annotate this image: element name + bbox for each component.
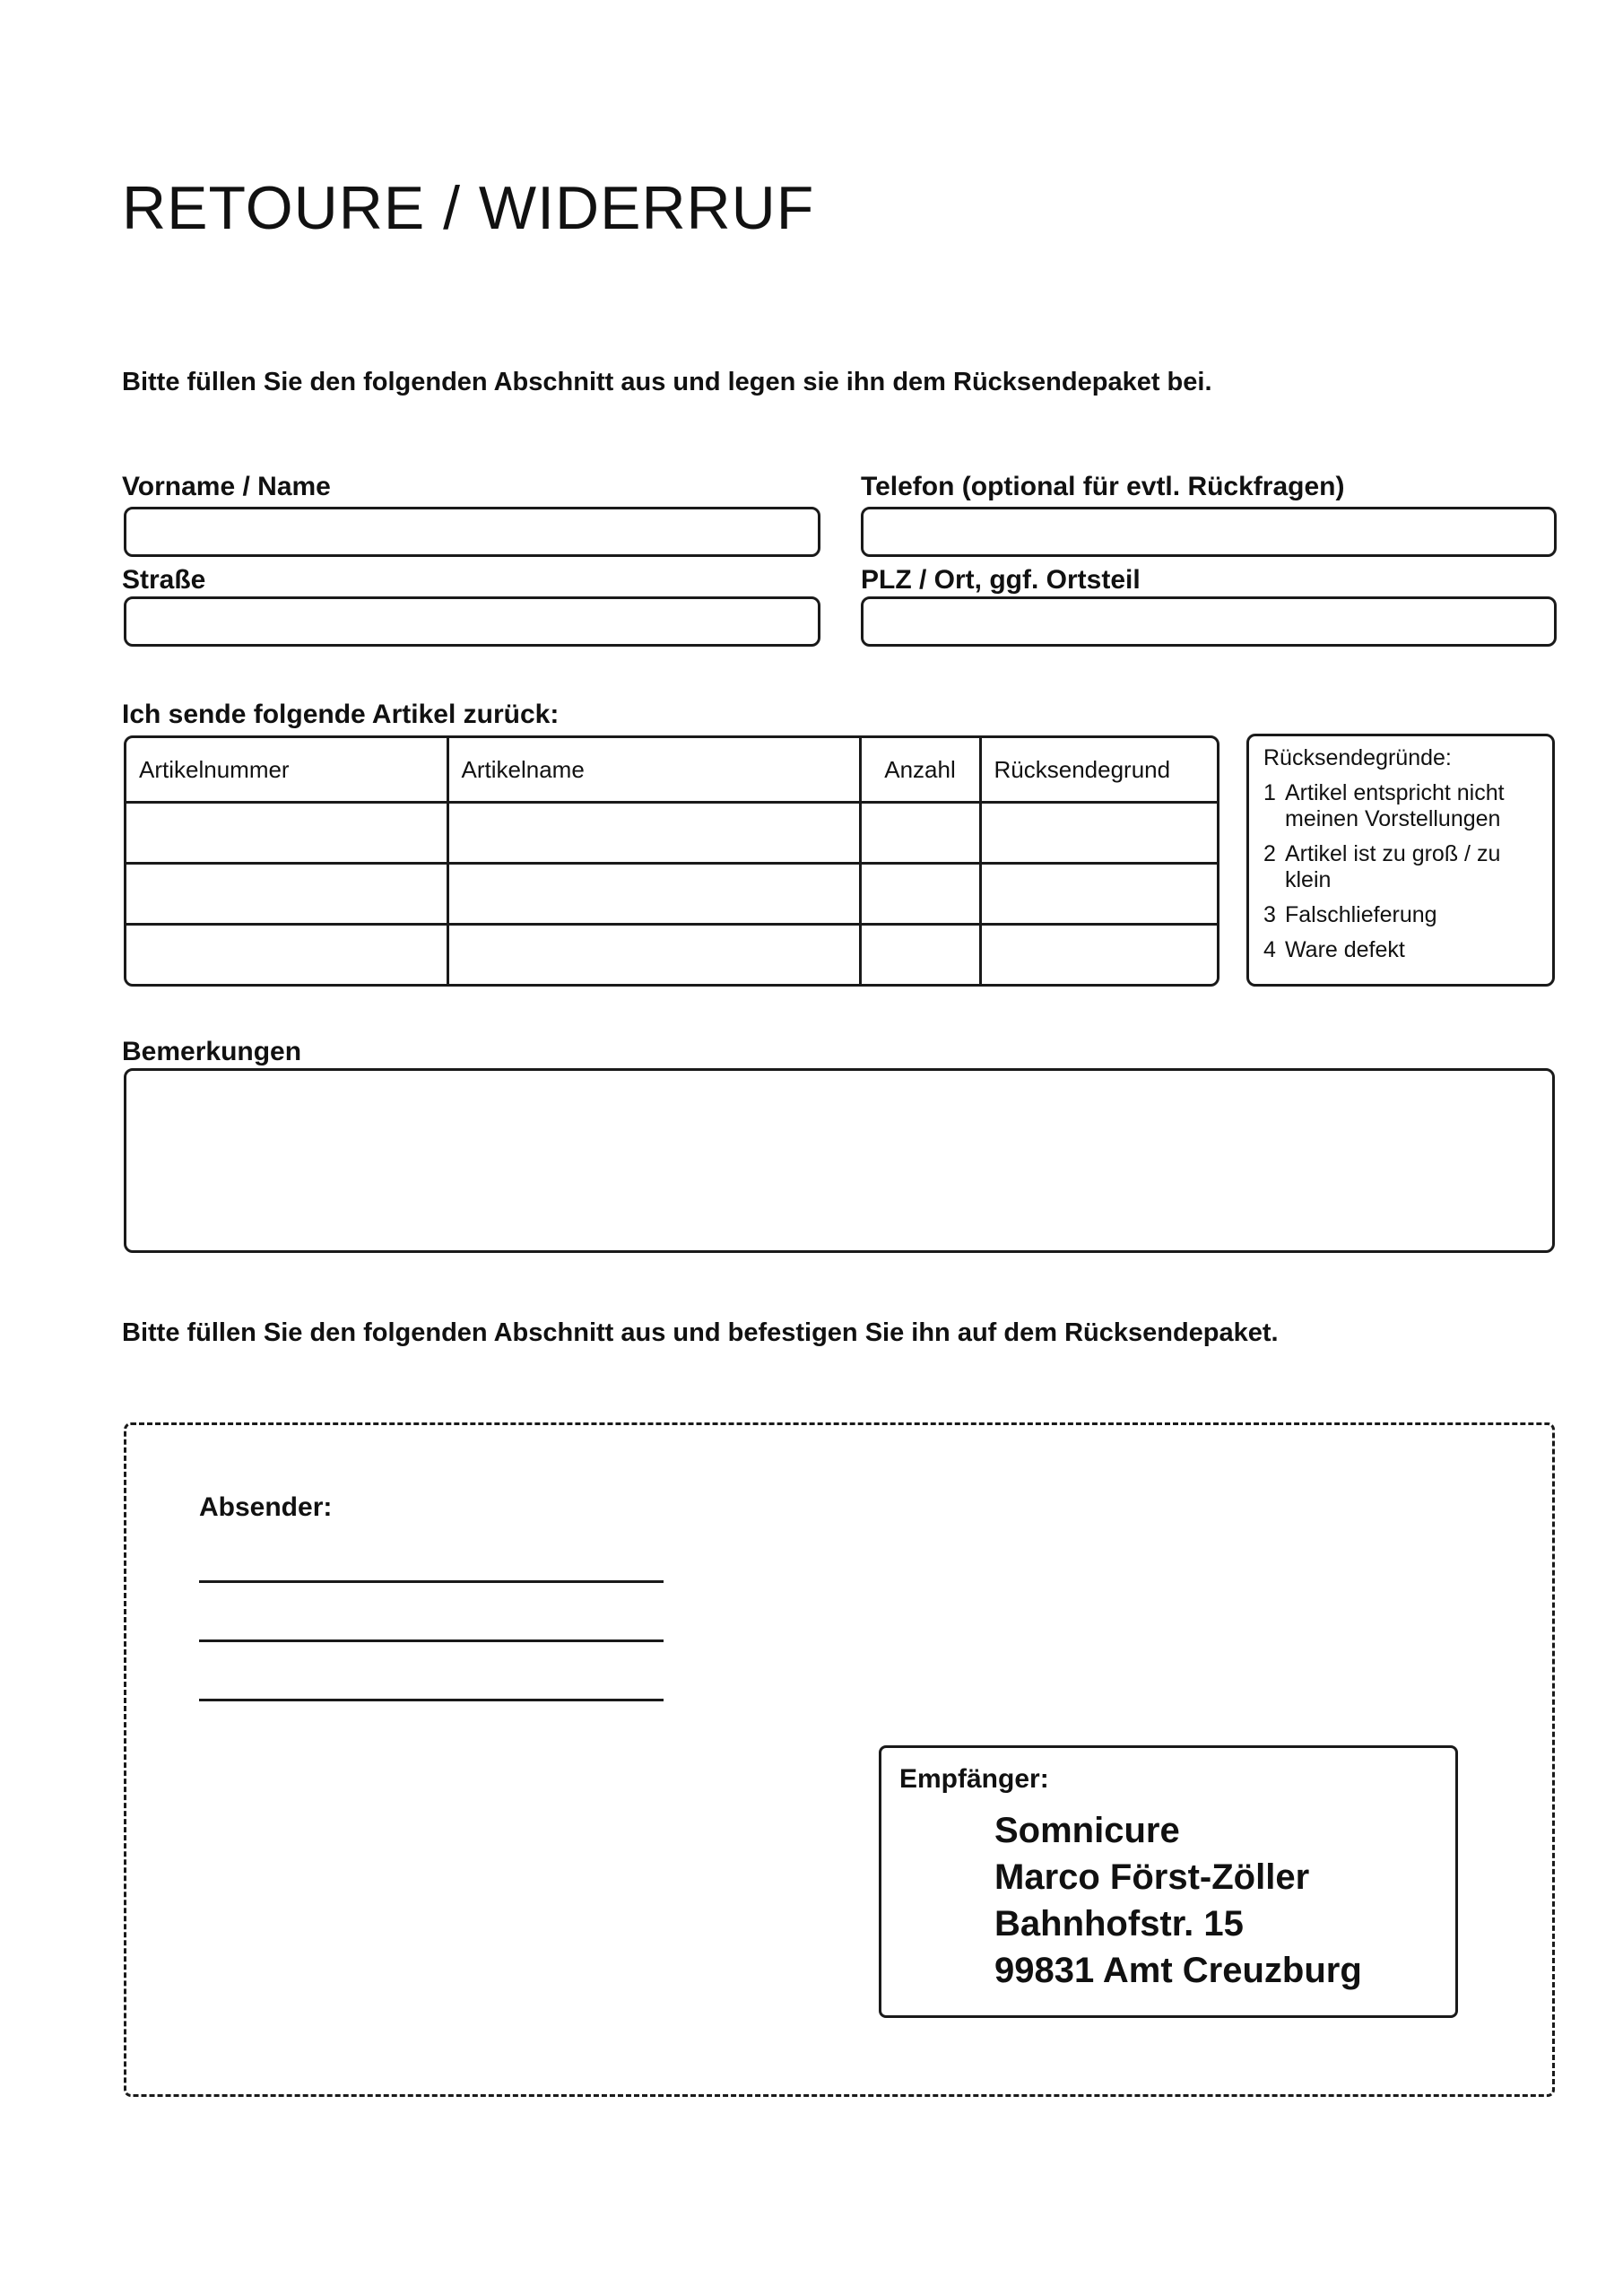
- cell-quantity: [860, 803, 980, 864]
- articles-table: [126, 738, 1217, 984]
- cell-article-number: [126, 864, 447, 925]
- cell-article-name: [447, 925, 860, 985]
- return-reason-number: 4: [1263, 937, 1276, 962]
- quantity-input[interactable]: [862, 804, 979, 862]
- quantity-input[interactable]: [862, 865, 979, 923]
- page-title: RETOURE / WIDERRUF: [122, 174, 815, 242]
- remarks-field-box: [124, 1068, 1555, 1253]
- cell-return-reason: [980, 864, 1217, 925]
- article-name-input[interactable]: [449, 865, 859, 923]
- return-reason-text: Falschlieferung: [1285, 902, 1437, 927]
- instruction-top: Bitte füllen Sie den folgenden Abschnitt aus und legen sie ihn dem Rücksendepaket bei.: [122, 368, 1212, 396]
- remarks-textarea[interactable]: [126, 1071, 1552, 1250]
- return-reason-input[interactable]: [982, 804, 1218, 862]
- return-reason-item: [1263, 841, 1540, 893]
- recipient-name: Marco Först-Zöller: [994, 1857, 1310, 1897]
- return-reasons-box: [1246, 734, 1555, 987]
- return-reason-item: [1263, 780, 1540, 832]
- city-field-box: [861, 596, 1557, 647]
- recipient-city: 99831 Amt Creuzburg: [994, 1951, 1362, 1990]
- cell-quantity: [860, 925, 980, 985]
- return-reason-number: 1: [1263, 780, 1276, 805]
- name-field-box: [124, 507, 820, 557]
- street-field-box: [124, 596, 820, 647]
- sender-label: Absender:: [199, 1492, 333, 1522]
- city-label: PLZ / Ort, ggf. Ortsteil: [861, 565, 1141, 595]
- recipient-label: Empfänger:: [899, 1764, 1049, 1794]
- return-reason-text: Artikel ist zu groß / zu klein: [1285, 841, 1501, 892]
- cell-article-name: [447, 864, 860, 925]
- articles-table-box: [124, 735, 1219, 987]
- article-number-input[interactable]: [126, 804, 447, 862]
- instruction-bottom: Bitte füllen Sie den folgenden Abschnitt aus und befestigen Sie ihn auf dem Rücksendepaket.: [122, 1318, 1279, 1347]
- remarks-label: Bemerkungen: [122, 1037, 302, 1066]
- table-row: [126, 925, 1217, 985]
- quantity-input[interactable]: [862, 926, 979, 984]
- cell-article-number: [126, 803, 447, 864]
- street-input[interactable]: [126, 599, 818, 644]
- column-header-article-number: Artikelnummer: [126, 738, 447, 803]
- phone-field-box: [861, 507, 1557, 557]
- return-reason-number: 2: [1263, 841, 1276, 866]
- recipient-company: Somnicure: [994, 1811, 1180, 1850]
- sender-line: [199, 1580, 664, 1583]
- article-name-input[interactable]: [449, 926, 859, 984]
- article-name-input[interactable]: [449, 804, 859, 862]
- sender-line: [199, 1639, 664, 1642]
- city-input[interactable]: [864, 599, 1554, 644]
- table-row: [126, 864, 1217, 925]
- article-number-input[interactable]: [126, 926, 447, 984]
- return-reason-item: [1263, 937, 1540, 963]
- column-header-quantity: Anzahl: [860, 738, 980, 803]
- cell-article-name: [447, 803, 860, 864]
- column-header-return-reason: Rücksendegrund: [980, 738, 1217, 803]
- cell-article-number: [126, 925, 447, 985]
- return-reasons-heading: Rücksendegründe:: [1263, 745, 1452, 770]
- cell-return-reason: [980, 925, 1217, 985]
- table-row: [126, 803, 1217, 864]
- column-header-article-name: Artikelname: [447, 738, 860, 803]
- name-input[interactable]: [126, 509, 818, 554]
- phone-input[interactable]: [864, 509, 1554, 554]
- sender-line: [199, 1699, 664, 1701]
- return-reason-input[interactable]: [982, 865, 1218, 923]
- return-reason-number: 3: [1263, 902, 1276, 927]
- recipient-address: [994, 1807, 1362, 1994]
- return-reason-input[interactable]: [982, 926, 1218, 984]
- street-label: Straße: [122, 565, 206, 595]
- return-reason-item: [1263, 902, 1540, 928]
- return-reason-text: Ware defekt: [1285, 937, 1405, 962]
- return-reason-text: Artikel entspricht nicht meinen Vorstellungen: [1285, 780, 1505, 831]
- recipient-street: Bahnhofstr. 15: [994, 1904, 1244, 1944]
- phone-label: Telefon (optional für evtl. Rückfragen): [861, 472, 1345, 501]
- cell-quantity: [860, 864, 980, 925]
- articles-label: Ich sende folgende Artikel zurück:: [122, 700, 560, 729]
- cell-return-reason: [980, 803, 1217, 864]
- name-label: Vorname / Name: [122, 472, 331, 501]
- table-header-row: [126, 738, 1217, 803]
- article-number-input[interactable]: [126, 865, 447, 923]
- recipient-box: [879, 1745, 1458, 2018]
